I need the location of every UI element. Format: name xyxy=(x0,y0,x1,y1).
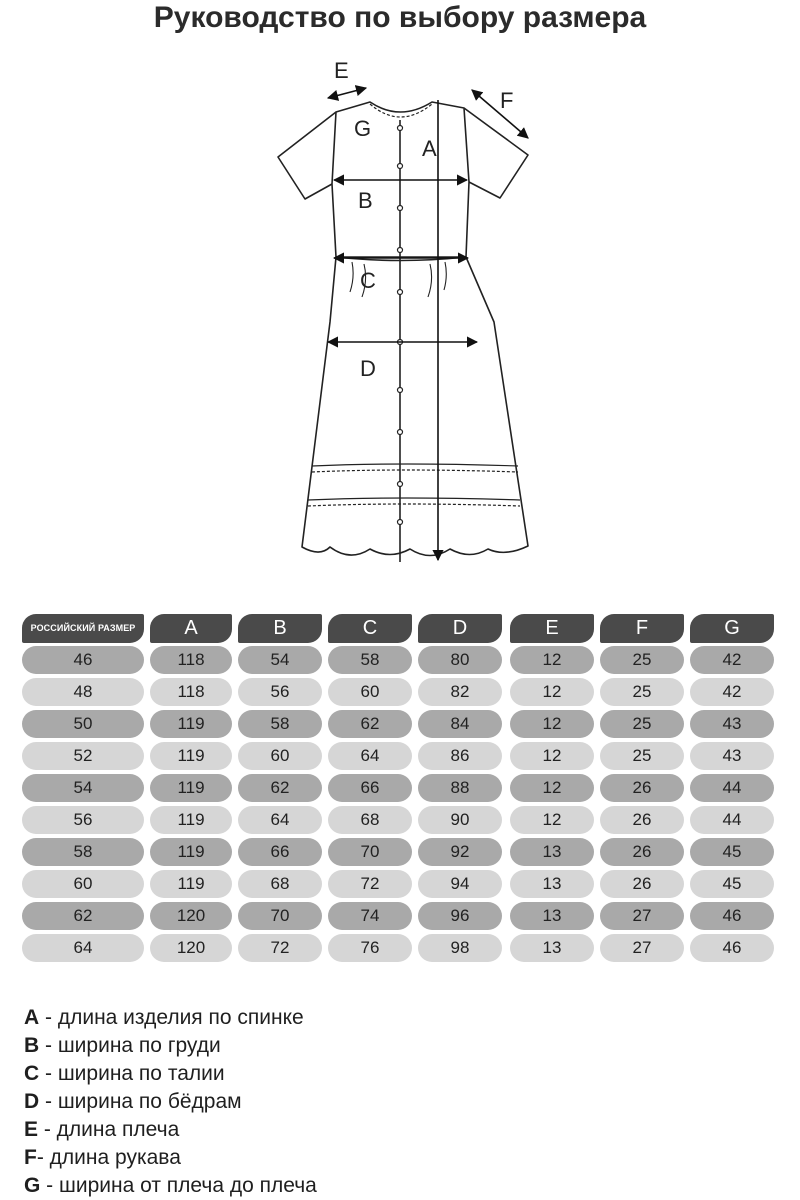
value-cell: 96 xyxy=(418,902,502,930)
size-cell: 46 xyxy=(22,646,144,674)
value-cell: 46 xyxy=(690,934,774,962)
value-cell: 26 xyxy=(600,806,684,834)
table-body xyxy=(22,646,780,966)
value-cell: 42 xyxy=(690,678,774,706)
value-cell: 27 xyxy=(600,934,684,962)
size-cell: 56 xyxy=(22,806,144,834)
legend-item-a: A - длина изделия по спинке xyxy=(24,1006,304,1029)
value-cell: 119 xyxy=(150,742,232,770)
value-cell: 12 xyxy=(510,646,594,674)
value-cell: 27 xyxy=(600,902,684,930)
value-cell: 119 xyxy=(150,710,232,738)
table-row xyxy=(22,742,780,774)
label-a: A xyxy=(422,136,437,161)
legend-item-c: C - ширина по талии xyxy=(24,1062,225,1085)
value-cell: 58 xyxy=(238,710,322,738)
legend-item-f: F- длина рукава xyxy=(24,1146,181,1169)
table-row xyxy=(22,870,780,902)
size-cell: 52 xyxy=(22,742,144,770)
value-cell: 119 xyxy=(150,870,232,898)
table-row xyxy=(22,902,780,934)
label-c: C xyxy=(360,268,376,293)
value-cell: 25 xyxy=(600,742,684,770)
value-cell: 12 xyxy=(510,774,594,802)
size-cell: 64 xyxy=(22,934,144,962)
value-cell: 118 xyxy=(150,678,232,706)
value-cell: 13 xyxy=(510,902,594,930)
value-cell: 82 xyxy=(418,678,502,706)
size-cell: 50 xyxy=(22,710,144,738)
table-row xyxy=(22,934,780,966)
size-cell: 54 xyxy=(22,774,144,802)
value-cell: 90 xyxy=(418,806,502,834)
table-row xyxy=(22,678,780,710)
value-cell: 62 xyxy=(238,774,322,802)
value-cell: 43 xyxy=(690,710,774,738)
legend-item-g: G - ширина от плеча до плеча xyxy=(24,1174,317,1197)
table-row xyxy=(22,646,780,678)
value-cell: 72 xyxy=(238,934,322,962)
table-row xyxy=(22,774,780,806)
size-cell: 60 xyxy=(22,870,144,898)
value-cell: 54 xyxy=(238,646,322,674)
value-cell: 94 xyxy=(418,870,502,898)
value-cell: 12 xyxy=(510,806,594,834)
value-cell: 62 xyxy=(328,710,412,738)
value-cell: 44 xyxy=(690,774,774,802)
value-cell: 86 xyxy=(418,742,502,770)
value-cell: 26 xyxy=(600,838,684,866)
value-cell: 42 xyxy=(690,646,774,674)
value-cell: 66 xyxy=(238,838,322,866)
value-cell: 12 xyxy=(510,678,594,706)
header-cell-e: E xyxy=(510,614,594,643)
page-title: Руководство по выбору размера xyxy=(153,1,647,34)
skirt-outline xyxy=(302,257,528,556)
dress-diagram xyxy=(260,52,550,572)
legend-item-d: D - ширина по бёдрам xyxy=(24,1090,242,1113)
size-table xyxy=(22,614,780,966)
header-cell-b: B xyxy=(238,614,322,643)
legend-item-e: E - длина плеча xyxy=(24,1118,180,1141)
value-cell: 13 xyxy=(510,838,594,866)
value-cell: 80 xyxy=(418,646,502,674)
label-f: F xyxy=(500,88,514,113)
label-g: G xyxy=(354,116,372,141)
value-cell: 43 xyxy=(690,742,774,770)
value-cell: 66 xyxy=(328,774,412,802)
value-cell: 64 xyxy=(328,742,412,770)
value-cell: 118 xyxy=(150,646,232,674)
value-cell: 12 xyxy=(510,742,594,770)
value-cell: 119 xyxy=(150,806,232,834)
value-cell: 64 xyxy=(238,806,322,834)
value-cell: 76 xyxy=(328,934,412,962)
header-cell-a: A xyxy=(150,614,232,643)
size-cell: 62 xyxy=(22,902,144,930)
label-d: D xyxy=(360,356,376,381)
header-cell-d: D xyxy=(418,614,502,643)
legend xyxy=(24,1004,784,1200)
value-cell: 120 xyxy=(150,902,232,930)
header-cell-size: РОССИЙСКИЙ РАЗМЕР xyxy=(22,614,144,643)
value-cell: 74 xyxy=(328,902,412,930)
value-cell: 84 xyxy=(418,710,502,738)
value-cell: 25 xyxy=(600,646,684,674)
value-cell: 13 xyxy=(510,870,594,898)
value-cell: 25 xyxy=(600,710,684,738)
value-cell: 13 xyxy=(510,934,594,962)
value-cell: 60 xyxy=(328,678,412,706)
header-cell-c: C xyxy=(328,614,412,643)
legend-item-b: B - ширина по груди xyxy=(24,1034,221,1057)
value-cell: 45 xyxy=(690,870,774,898)
value-cell: 26 xyxy=(600,870,684,898)
value-cell: 44 xyxy=(690,806,774,834)
value-cell: 46 xyxy=(690,902,774,930)
right-sleeve xyxy=(464,108,528,198)
value-cell: 120 xyxy=(150,934,232,962)
value-cell: 26 xyxy=(600,774,684,802)
value-cell: 45 xyxy=(690,838,774,866)
value-cell: 119 xyxy=(150,838,232,866)
value-cell: 72 xyxy=(328,870,412,898)
value-cell: 60 xyxy=(238,742,322,770)
table-row xyxy=(22,806,780,838)
value-cell: 56 xyxy=(238,678,322,706)
header-cell-f: F xyxy=(600,614,684,643)
value-cell: 88 xyxy=(418,774,502,802)
value-cell: 70 xyxy=(238,902,322,930)
value-cell: 70 xyxy=(328,838,412,866)
value-cell: 92 xyxy=(418,838,502,866)
size-cell: 48 xyxy=(22,678,144,706)
value-cell: 68 xyxy=(328,806,412,834)
value-cell: 119 xyxy=(150,774,232,802)
left-sleeve xyxy=(278,112,336,199)
header-cell-g: G xyxy=(690,614,774,643)
value-cell: 68 xyxy=(238,870,322,898)
label-b: B xyxy=(358,188,373,213)
value-cell: 12 xyxy=(510,710,594,738)
table-header xyxy=(22,614,780,646)
table-row xyxy=(22,710,780,742)
value-cell: 58 xyxy=(328,646,412,674)
size-cell: 58 xyxy=(22,838,144,866)
label-e: E xyxy=(334,58,349,83)
value-cell: 25 xyxy=(600,678,684,706)
table-row xyxy=(22,838,780,870)
value-cell: 98 xyxy=(418,934,502,962)
